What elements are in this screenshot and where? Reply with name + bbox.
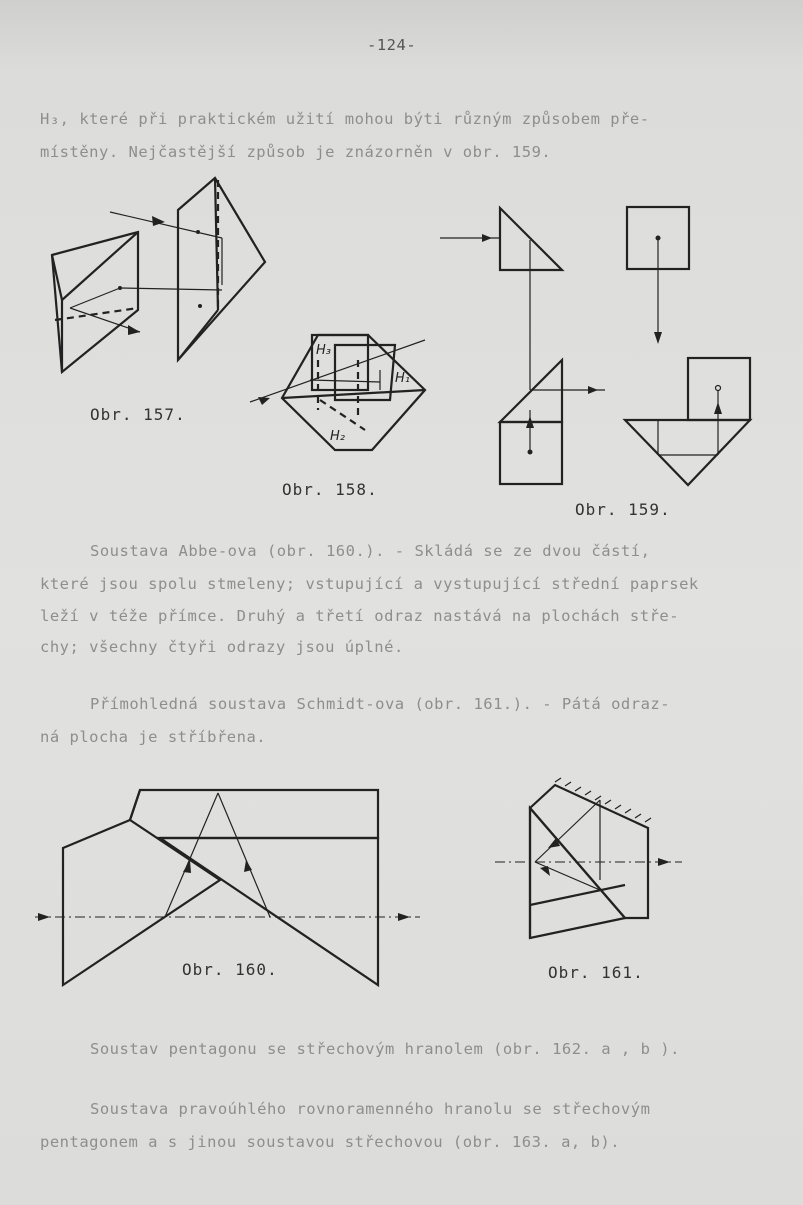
- last-line-2: pentagonem a s jinou soustavou střechovou (obr. 163. a, b).: [40, 1133, 621, 1151]
- label-h1: H₁: [395, 371, 410, 386]
- abbe-line-3: leží v téže přímce. Druhý a třetí odraz nastává na plochách stře-: [40, 607, 680, 625]
- abbe-line-1: Soustava Abbe-ova (obr. 160.). - Skládá se ze dvou částí,: [90, 542, 651, 560]
- schmidt-line-1: Přímohledná soustava Schmidt-ova (obr. 161.). - Pátá odraz-: [90, 695, 671, 713]
- caption-fig-159: Obr. 159.: [575, 500, 671, 519]
- caption-fig-161: Obr. 161.: [548, 963, 644, 982]
- figure-158: [250, 335, 425, 450]
- figure-159: [440, 207, 750, 485]
- caption-fig-157: Obr. 157.: [90, 405, 186, 424]
- caption-fig-160: Obr. 160.: [182, 960, 278, 979]
- label-h2: H₂: [330, 429, 345, 444]
- intro-line-2: místěny. Nejčastější způsob je znázorněn v obr. 159.: [40, 143, 552, 161]
- intro-line-1: H₃, které při praktickém užití mohou býti různým způsobem pře-: [40, 110, 650, 128]
- page-number: -124-: [367, 36, 417, 54]
- last-line-1: Soustava pravoúhlého rovnoramenného hranolu se střechovým: [90, 1100, 651, 1118]
- schmidt-line-2: ná plocha je stříbřena.: [40, 728, 267, 746]
- figure-157: [52, 178, 265, 372]
- caption-fig-158: Obr. 158.: [282, 480, 378, 499]
- abbe-line-4: chy; všechny čtyři odrazy jsou úplné.: [40, 638, 404, 656]
- pentagon-line-1: Soustav pentagonu se střechovým hranolem (obr. 162. a , b ).: [90, 1040, 680, 1058]
- figure-160: [35, 790, 420, 985]
- figure-161: [495, 778, 682, 938]
- abbe-line-2: které jsou spolu stmeleny; vstupující a vystupující střední paprsek: [40, 575, 699, 593]
- label-h3: H₃: [316, 343, 331, 358]
